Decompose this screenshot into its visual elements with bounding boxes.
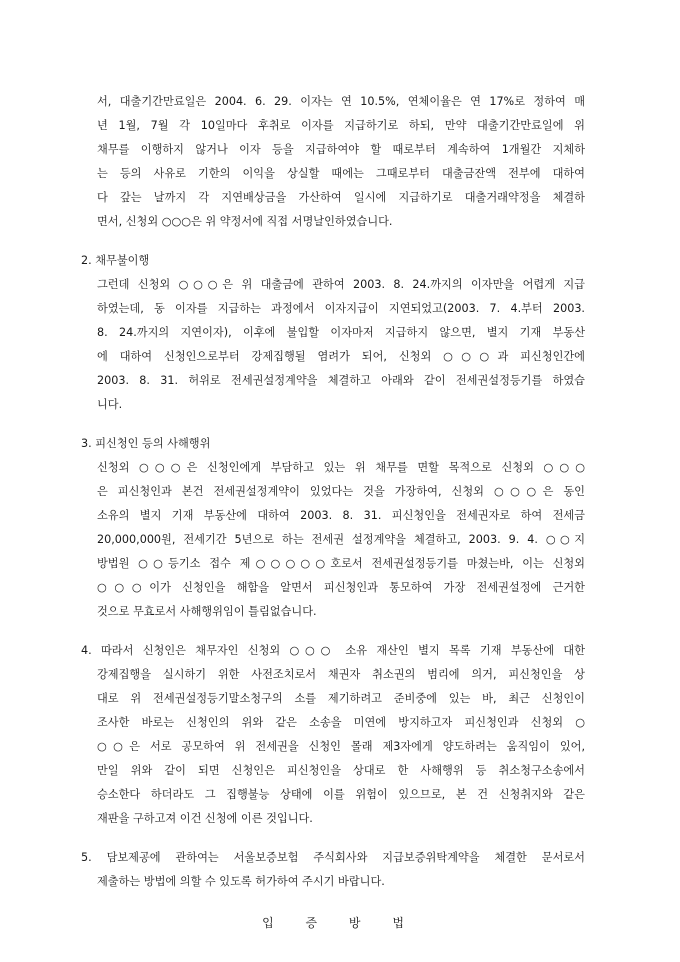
section-5-line-2: 제출하는 방법에 의할 수 있도록 허가하여 주시기 바랍니다. <box>97 875 385 888</box>
section-3-line-1: 신청외 ○○○은 신청인에게 부담하고 있는 위 채무를 면할 목적으로 신청외 ○○○ <box>97 461 585 474</box>
section-5-line-1: 5. 담보제공에 관하여는 서울보증보험 주식회사와 지급보증위탁계약을 체결한 문서로서 <box>81 851 585 864</box>
section-4-line-1: 4. 따라서 신청인은 채무자인 신청외 ○○○ 소유 재산인 별지 목록 기재 부동산에 대한 <box>81 644 585 657</box>
section-2-line-5: 2003. 8. 31. 허위로 전세권설정계약을 체결하고 아래와 같이 전세권설정등기를 하였습 <box>97 374 585 387</box>
intro-line-6: 면서, 신청외 ○○○은 위 약정서에 직접 서명날인하였습니다. <box>97 215 393 228</box>
section-3-line-5: 방법원 ○○등기소 접수 제○○○○○호로서 전세권설정등기를 마쳤는바, 이는 신청외 <box>97 557 585 570</box>
intro-line-4: 는 등의 사유로 기한의 이익을 상실할 때에는 그때로부터 대출금잔액 전부에 대하여 <box>97 167 585 180</box>
section-2-heading: 2. 채무불이행 <box>81 254 150 267</box>
section-3-line-7: 것으로 무효로서 사해행위임이 틀림없습니다. <box>97 605 317 618</box>
intro-line-5: 다 갚는 날까지 각 지연배상금을 가산하여 일시에 지급하기로 대출거래약정을 체결하 <box>97 191 585 204</box>
section-4-line-7: 승소한다 하더라도 그 집행불능 상태에 이를 위험이 있으므로, 본 건 신청취지와 같은 <box>97 788 585 801</box>
section-2-line-1: 그런데 신청외 ○○○은 위 대출금에 관하여 2003. 8. 24.까지의 이자만을 어렵게 지급 <box>97 278 585 291</box>
section-2-line-2: 하였는데, 동 이자를 지급하는 과정에서 이자지급이 지연되었고(2003. 7. 4.부터 2003. <box>97 302 585 315</box>
section-3-line-6: ○○○이가 신청인을 해함을 알면서 피신청인과 통모하여 가장 전세권설정에 근거한 <box>97 581 585 594</box>
section-4-line-8: 재판을 구하고져 이건 신청에 이른 것입니다. <box>97 812 313 825</box>
section-3-line-2: 은 피신청인과 본건 전세권설정계약이 있었다는 것을 가장하여, 신청외 ○○○은 동인 <box>97 485 585 498</box>
section-4-line-4: 조사한 바로는 신청인의 위와 같은 소송을 미연에 방지하고자 피신청인과 신청외 ○ <box>97 716 585 729</box>
intro-line-3: 채무를 이행하지 않거나 이자 등을 지급하여야 할 때로부터 계속하여 1개월간 지체하 <box>97 143 585 156</box>
section-2-line-4: 에 대하여 신청인으로부터 강제집행될 염려가 되어, 신청외 ○○○과 피신청인간에 <box>97 350 585 363</box>
section-3-line-4: 20,000,000원, 전세기간 5년으로 하는 전세권 설정계약을 체결하고, 2003. 9. 4. ○○지 <box>97 533 585 546</box>
section-4-line-2: 강제집행을 실시하기 위한 사전조치로서 채권자 취소권의 범리에 의거, 피신청인을 상 <box>97 668 585 681</box>
section-3-line-3: 소유의 별지 기재 부동산에 대하여 2003. 8. 31. 피신청인을 전세권자로 하여 전세금 <box>97 509 585 522</box>
section-4-line-6: 만일 위와 같이 되면 신청인은 피신청인을 상대로 한 사해행위 등 취소청구소송에서 <box>97 764 585 777</box>
section-3-heading: 3. 피신청인 등의 사해행위 <box>81 437 211 450</box>
evidence-heading: 입 증 방 법 <box>262 916 418 930</box>
section-2-line-3: 8. 24.까지의 지연이자), 이후에 불입할 이자마저 지급하지 않으면, 별지 기재 부동산 <box>97 326 585 339</box>
section-4-line-5: ○○은 서로 공모하여 위 전세권을 신청인 몰래 제3자에게 양도하려는 움직임이 있어, <box>97 740 585 753</box>
section-2-line-6: 니다. <box>97 398 123 411</box>
intro-line-1: 서, 대출기간만료일은 2004. 6. 29. 이자는 연 10.5%, 연체이율은 연 17%로 정하여 매 <box>97 95 585 108</box>
section-4-line-3: 대로 위 전세권설정등기말소청구의 소를 제기하려고 준비중에 있는 바, 최근 신청인이 <box>97 692 585 705</box>
intro-line-2: 년 1월, 7월 각 10일마다 후취로 이자를 지급하기로 하되, 만약 대출기간만료일에 위 <box>97 119 585 132</box>
